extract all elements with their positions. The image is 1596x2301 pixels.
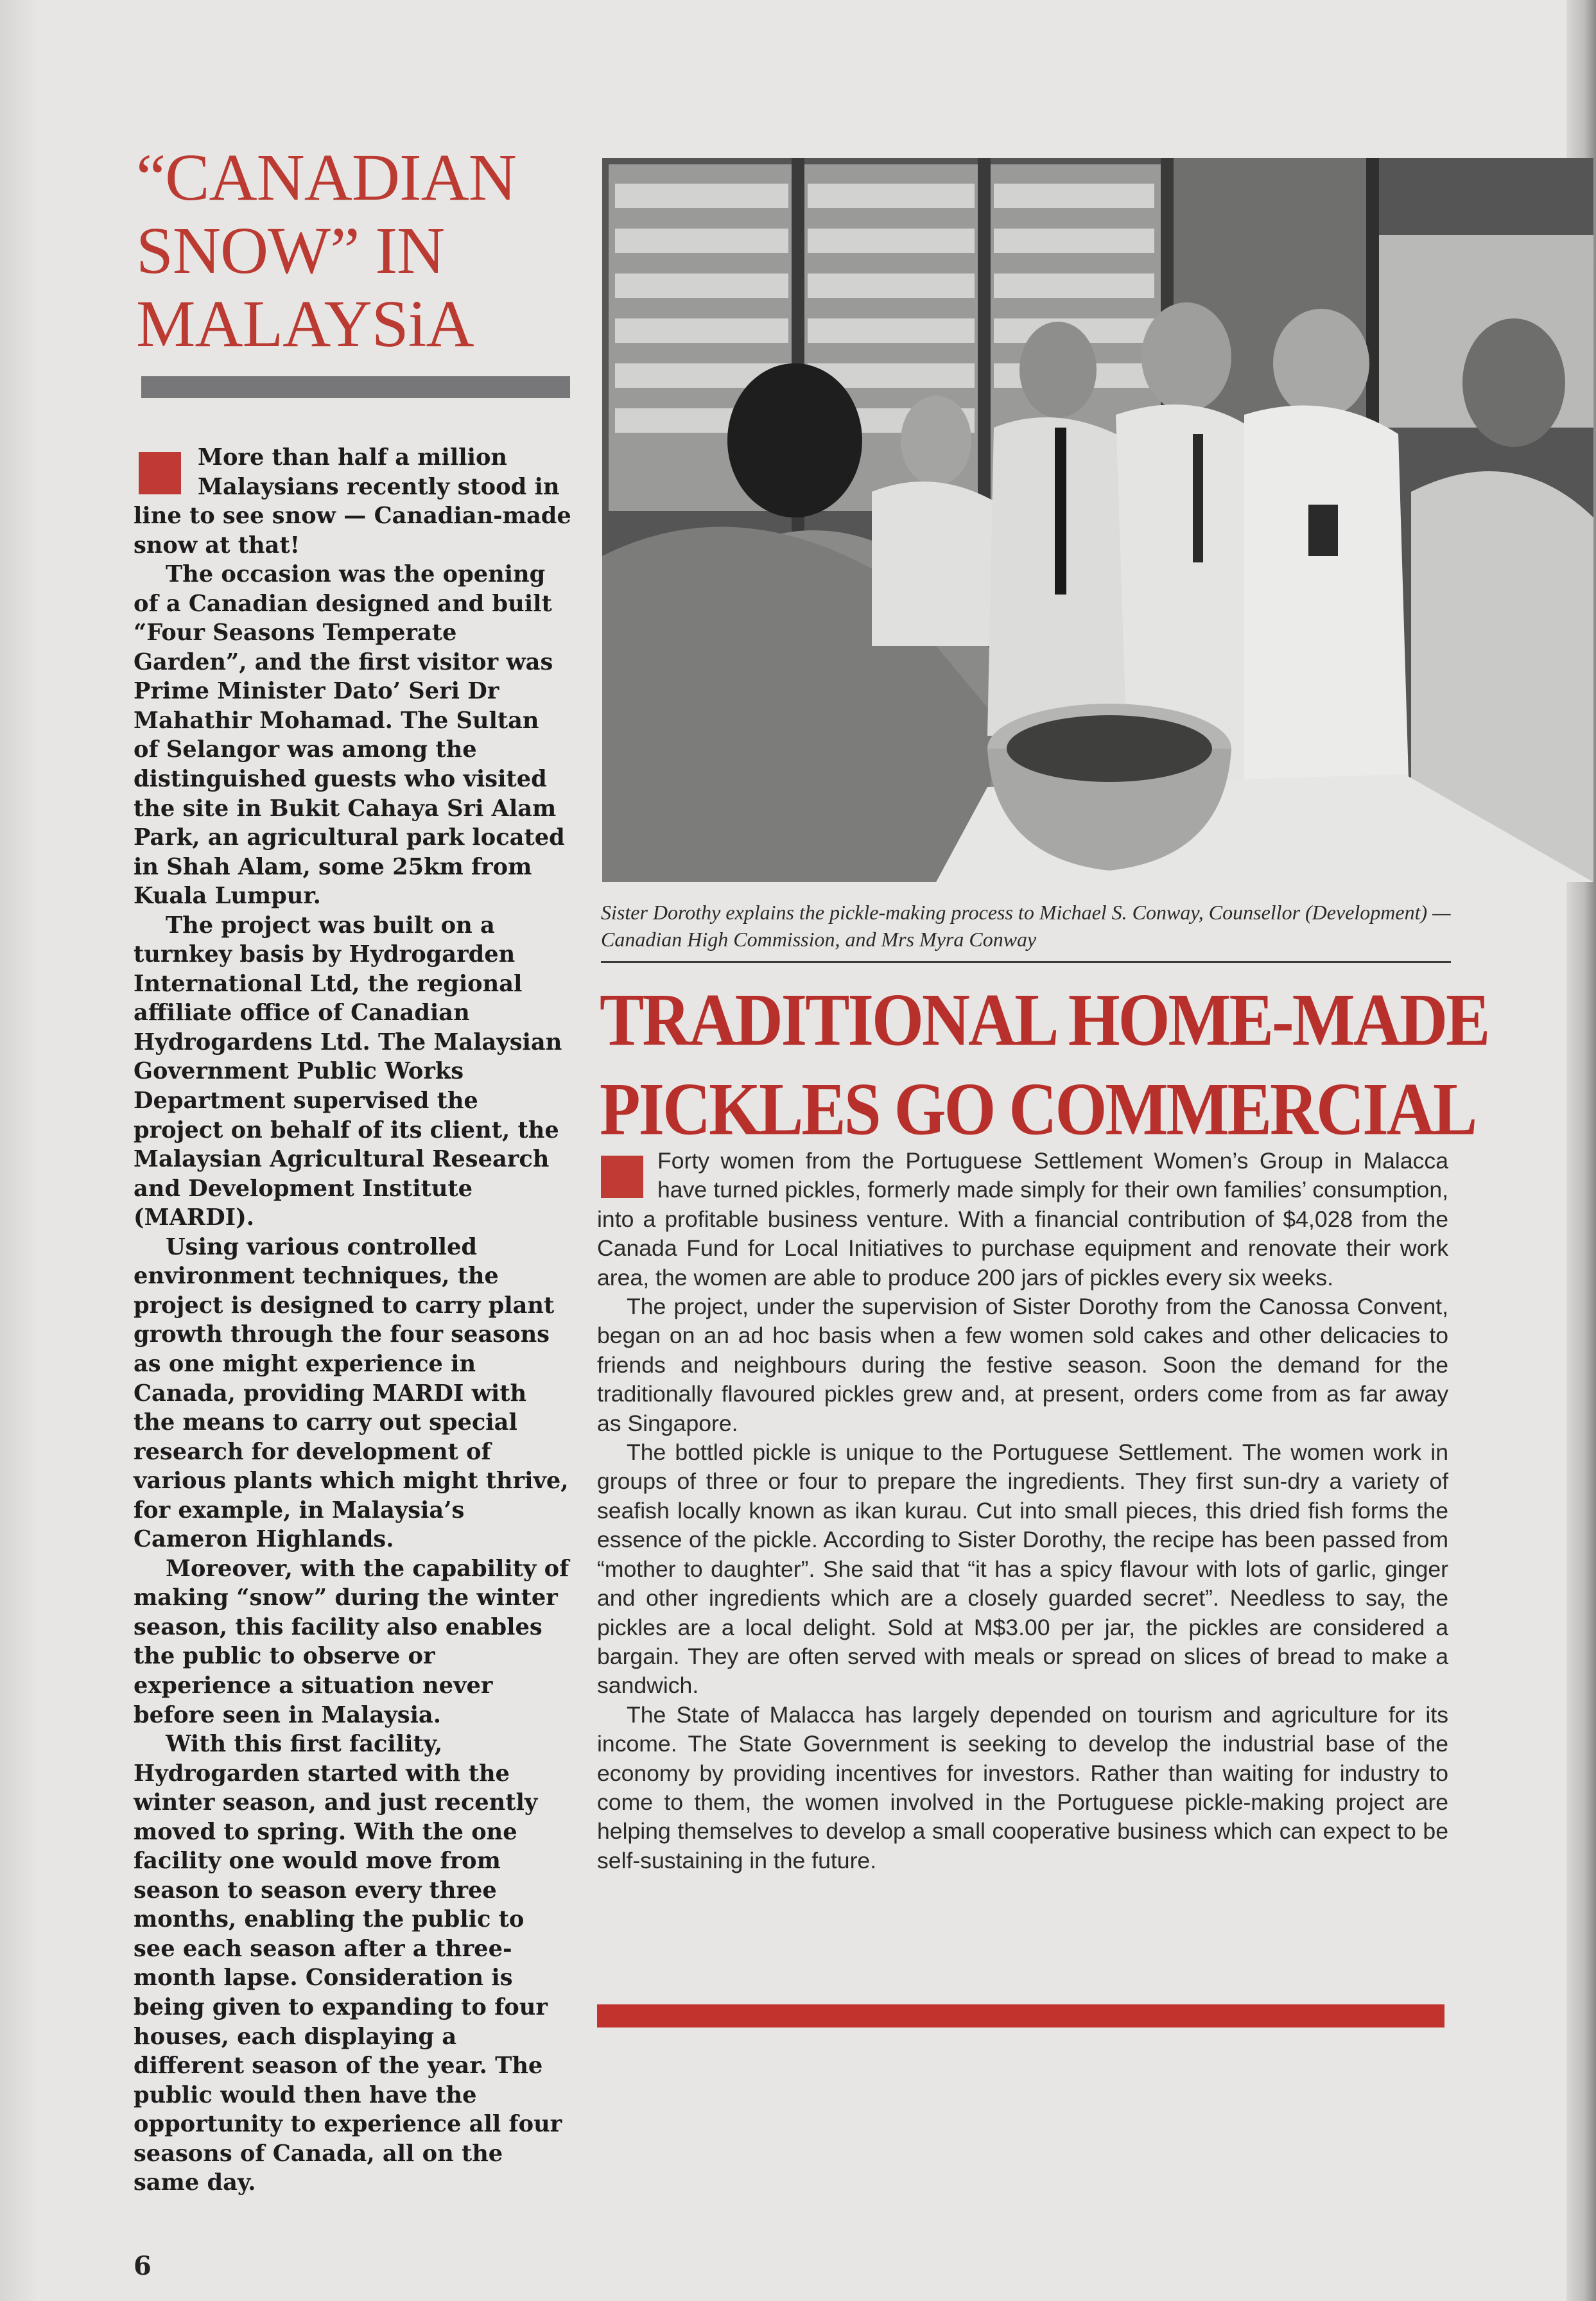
caption-rule <box>601 961 1451 963</box>
paragraph-text: More than half a million Malaysians recently stood in line to see snow — Canadian-made snow at that! <box>134 444 571 559</box>
photo-illustration <box>602 158 1593 882</box>
headline-line-1: “CANADIAN <box>136 141 516 214</box>
article-paragraph: The occasion was the opening of a Canadian designed and built “Four Seasons Temperate Garden”, and the first visitor was Prime Minister Dato’ Seri Dr Mahathir Mohamad. The Sultan of Selangor was among the distinguished guests who visited the site in Bukit Cahaya Sri Alam Park, an agricultural park located in Shah Alam, some 25km from Kuala Lumpur. <box>134 561 565 910</box>
closing-red-rule <box>597 2004 1444 2027</box>
canadian-snow-headline <box>136 141 585 361</box>
article-paragraph: The project, under the supervision of Sister Dorothy from the Canossa Convent, began on an ad hoc basis when a few women sold cakes and other delicacies to friends and neighbours during the festive season. Soon the demand for the traditionally flavoured pickles grew and, at present, orders come from as far away as Singapore. <box>597 1294 1448 1436</box>
article-paragraph: The project was built on a turnkey basis by Hydrogarden International Ltd, the regional affiliate office of Canadian Hydrogardens Ltd. The Malaysian Government Public Works Department supervised the project on behalf of its client, the Malaysian Agricultural Research and Development Institute (MARDI). <box>134 912 562 1231</box>
headline-line-1: TRADITIONAL HOME-MADE <box>600 978 1489 1062</box>
article-paragraph <box>597 1147 1448 1292</box>
article-paragraph: The State of Malacca has largely depended on tourism and agriculture for its income. The State Government is seeking to develop the industrial base of the economy by providing incentives for investors. Rather than waiting for industry to come to them, the women involved in the Portuguese pickle-making project are helping themselves to develop a small cooperative business which can expect to be self-sustaining in the future. <box>597 1701 1448 1873</box>
headline-line-3: MALAYSiA <box>136 287 474 361</box>
headline-line-2: PICKLES GO COMMERCIAL <box>600 1068 1476 1151</box>
page-number: 6 <box>134 2251 152 2281</box>
pickles-article-body <box>597 1147 1448 1875</box>
article-paragraph: The bottled pickle is unique to the Portuguese Settlement. The women work in groups of three or four to prepare the ingredients. They first sun-dry a variety of seafish locally known as ikan kurau. Cut into small pieces, this dried fish forms the essence of the pickle. According to Sister Dorothy, the recipe has been passed from “mother to daughter”. She said that “it has a spicy flavour with lots of garlic, ginger and other ingredients which are a closely guarded secret”. Needless to say, the pickles are a local delight. Sold at M$3.00 per jar, the pickles are considered a bargain. They are often served with meals or spread on slices of bread to make a sandwich. <box>597 1439 1448 1699</box>
article-paragraph: With this first facility, Hydrogarden started with the winter season, and just recently moved to spring. With the one facility one would move from season to season every three months, enabling the public to see each season after a three-month lapse. Consideration is being given to expanding to four houses, each displaying a different season of the year. The public would then have the opportunity to experience all four seasons of Canada, all on the same day. <box>134 1731 562 2196</box>
article-paragraph: Using various controlled environment techniques, the project is designed to carry plant growth through the four seasons as one might experience in Canada, providing MARDI with the means to carry out special research for development of various plants which might thrive, for example, in Malaysia’s Cameron Highlands. <box>134 1233 569 1553</box>
article-paragraph: Moreover, with the capability of making “snow” during the winter season, this facility also enables the public to observe or experience a situation never before seen in Malaysia. <box>134 1555 569 1728</box>
headline-gray-rule <box>141 376 570 398</box>
photo-caption: Sister Dorothy explains the pickle-making process to Michael S. Conway, Counsellor (Development) — Canadian High Commission, and Mrs Myra Conway <box>601 901 1451 951</box>
paragraph-text: Forty women from the Portuguese Settlement Women’s Group in Malacca have turned pickles, formerly made simply for their own families’ consumption, into a profitable business venture. With a financial contribution of $4,028 from the Canada Fund for Local Initiatives to purchase equipment and renovate their work area, the women are able to produce 200 jars of pickles every six weeks. <box>597 1148 1448 1290</box>
headline-line-2: SNOW” IN <box>136 214 445 288</box>
pickles-headline <box>600 976 1498 1154</box>
article-paragraph <box>134 443 571 560</box>
pickle-making-photo <box>602 158 1593 882</box>
red-square-marker <box>601 1156 643 1198</box>
red-square-marker <box>139 452 181 494</box>
canadian-snow-article-body <box>134 443 571 2198</box>
page-shadow <box>0 0 39 2301</box>
